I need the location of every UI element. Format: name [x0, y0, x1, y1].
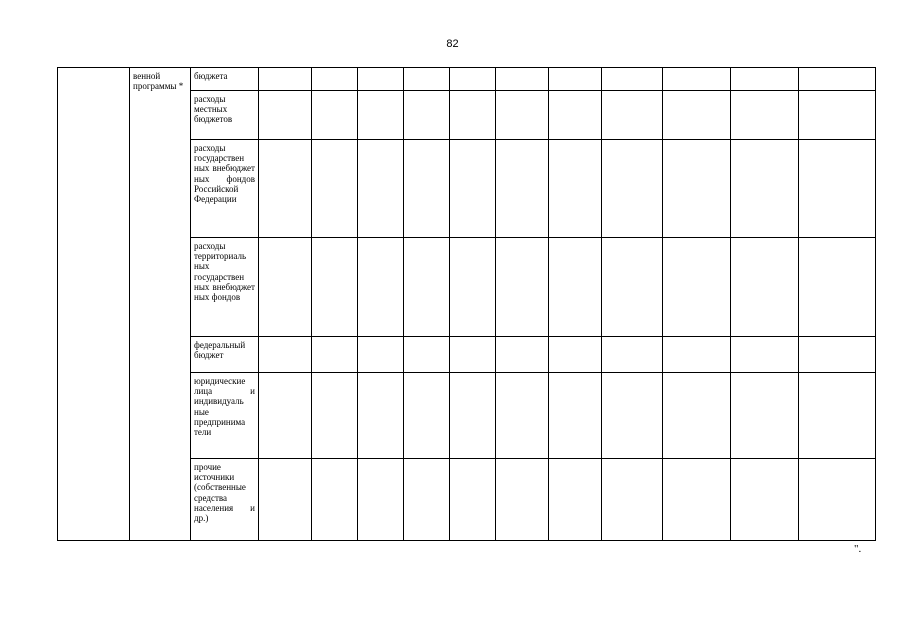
- value-cell: [404, 459, 450, 541]
- value-cell: [259, 238, 312, 337]
- value-cell: [496, 373, 549, 459]
- value-cell: [602, 140, 663, 238]
- value-cell: [731, 140, 799, 238]
- table-row: [58, 68, 876, 91]
- value-cell: [799, 337, 876, 373]
- value-cell: [259, 373, 312, 459]
- value-cell: [549, 68, 602, 91]
- value-cell: [259, 459, 312, 541]
- value-cell: [496, 91, 549, 140]
- value-cell: [602, 91, 663, 140]
- value-cell: [312, 337, 358, 373]
- value-cell: [549, 140, 602, 238]
- value-cell: [602, 373, 663, 459]
- value-cell: [358, 68, 404, 91]
- value-cell: [549, 238, 602, 337]
- value-cell: [312, 91, 358, 140]
- program-label-cell: [130, 68, 191, 541]
- value-cell: [663, 373, 731, 459]
- value-cell: [496, 337, 549, 373]
- program-label: венной программы *: [133, 71, 184, 92]
- value-cell: [450, 459, 496, 541]
- closing-quote-mark: ".: [854, 543, 862, 555]
- value-cell: [663, 459, 731, 541]
- value-cell: [731, 91, 799, 140]
- page-number: 82: [446, 38, 459, 50]
- source-cell: расходы местных бюджетов: [191, 91, 259, 140]
- value-cell: [731, 337, 799, 373]
- value-cell: [450, 140, 496, 238]
- value-cell: [799, 91, 876, 140]
- value-cell: [549, 459, 602, 541]
- value-cell: [312, 140, 358, 238]
- value-cell: [496, 140, 549, 238]
- value-cell: [731, 459, 799, 541]
- value-cell: [731, 373, 799, 459]
- source-cell: расходы территориаль ных государствен ных внебюджет ных фондов: [191, 238, 259, 337]
- value-cell: [602, 238, 663, 337]
- value-cell: [358, 459, 404, 541]
- value-cell: [602, 459, 663, 541]
- value-cell: [663, 337, 731, 373]
- value-cell: [602, 337, 663, 373]
- value-cell: [496, 238, 549, 337]
- value-cell: [404, 337, 450, 373]
- source-cell: прочие источники (собственные средства населения и др.): [191, 459, 259, 541]
- value-cell: [358, 238, 404, 337]
- value-cell: [799, 140, 876, 238]
- value-cell: [259, 337, 312, 373]
- source-cell: бюджета: [191, 68, 259, 91]
- value-cell: [450, 91, 496, 140]
- value-cell: [549, 337, 602, 373]
- value-cell: [404, 91, 450, 140]
- value-cell: [259, 68, 312, 91]
- value-cell: [404, 140, 450, 238]
- value-cell: [358, 337, 404, 373]
- value-cell: [663, 238, 731, 337]
- value-cell: [602, 68, 663, 91]
- value-cell: [404, 68, 450, 91]
- value-cell: [312, 373, 358, 459]
- source-cell: расходы государствен ных внебюджет ных фондов Российской Федерации: [191, 140, 259, 238]
- value-cell: [496, 68, 549, 91]
- value-cell: [731, 68, 799, 91]
- value-cell: [731, 238, 799, 337]
- value-cell: [450, 373, 496, 459]
- value-cell: [450, 68, 496, 91]
- value-cell: [312, 459, 358, 541]
- value-cell: [358, 91, 404, 140]
- value-cell: [496, 459, 549, 541]
- value-cell: [312, 68, 358, 91]
- value-cell: [450, 337, 496, 373]
- source-cell: федеральный бюджет: [191, 337, 259, 373]
- value-cell: [799, 68, 876, 91]
- value-cell: [358, 140, 404, 238]
- value-cell: [312, 238, 358, 337]
- value-cell: [799, 459, 876, 541]
- source-cell: юридические лица и индивидуаль ные предпринима тели: [191, 373, 259, 459]
- value-cell: [450, 238, 496, 337]
- value-cell: [549, 91, 602, 140]
- value-cell: [799, 373, 876, 459]
- value-cell: [404, 238, 450, 337]
- value-cell: [549, 373, 602, 459]
- value-cell: [404, 373, 450, 459]
- value-cell: [358, 373, 404, 459]
- value-cell: [259, 140, 312, 238]
- value-cell: [799, 238, 876, 337]
- value-cell: [663, 68, 731, 91]
- value-cell: [259, 91, 312, 140]
- value-cell: [663, 140, 731, 238]
- value-cell: [663, 91, 731, 140]
- empty-cell: [58, 68, 130, 541]
- budget-sources-table: [57, 67, 876, 541]
